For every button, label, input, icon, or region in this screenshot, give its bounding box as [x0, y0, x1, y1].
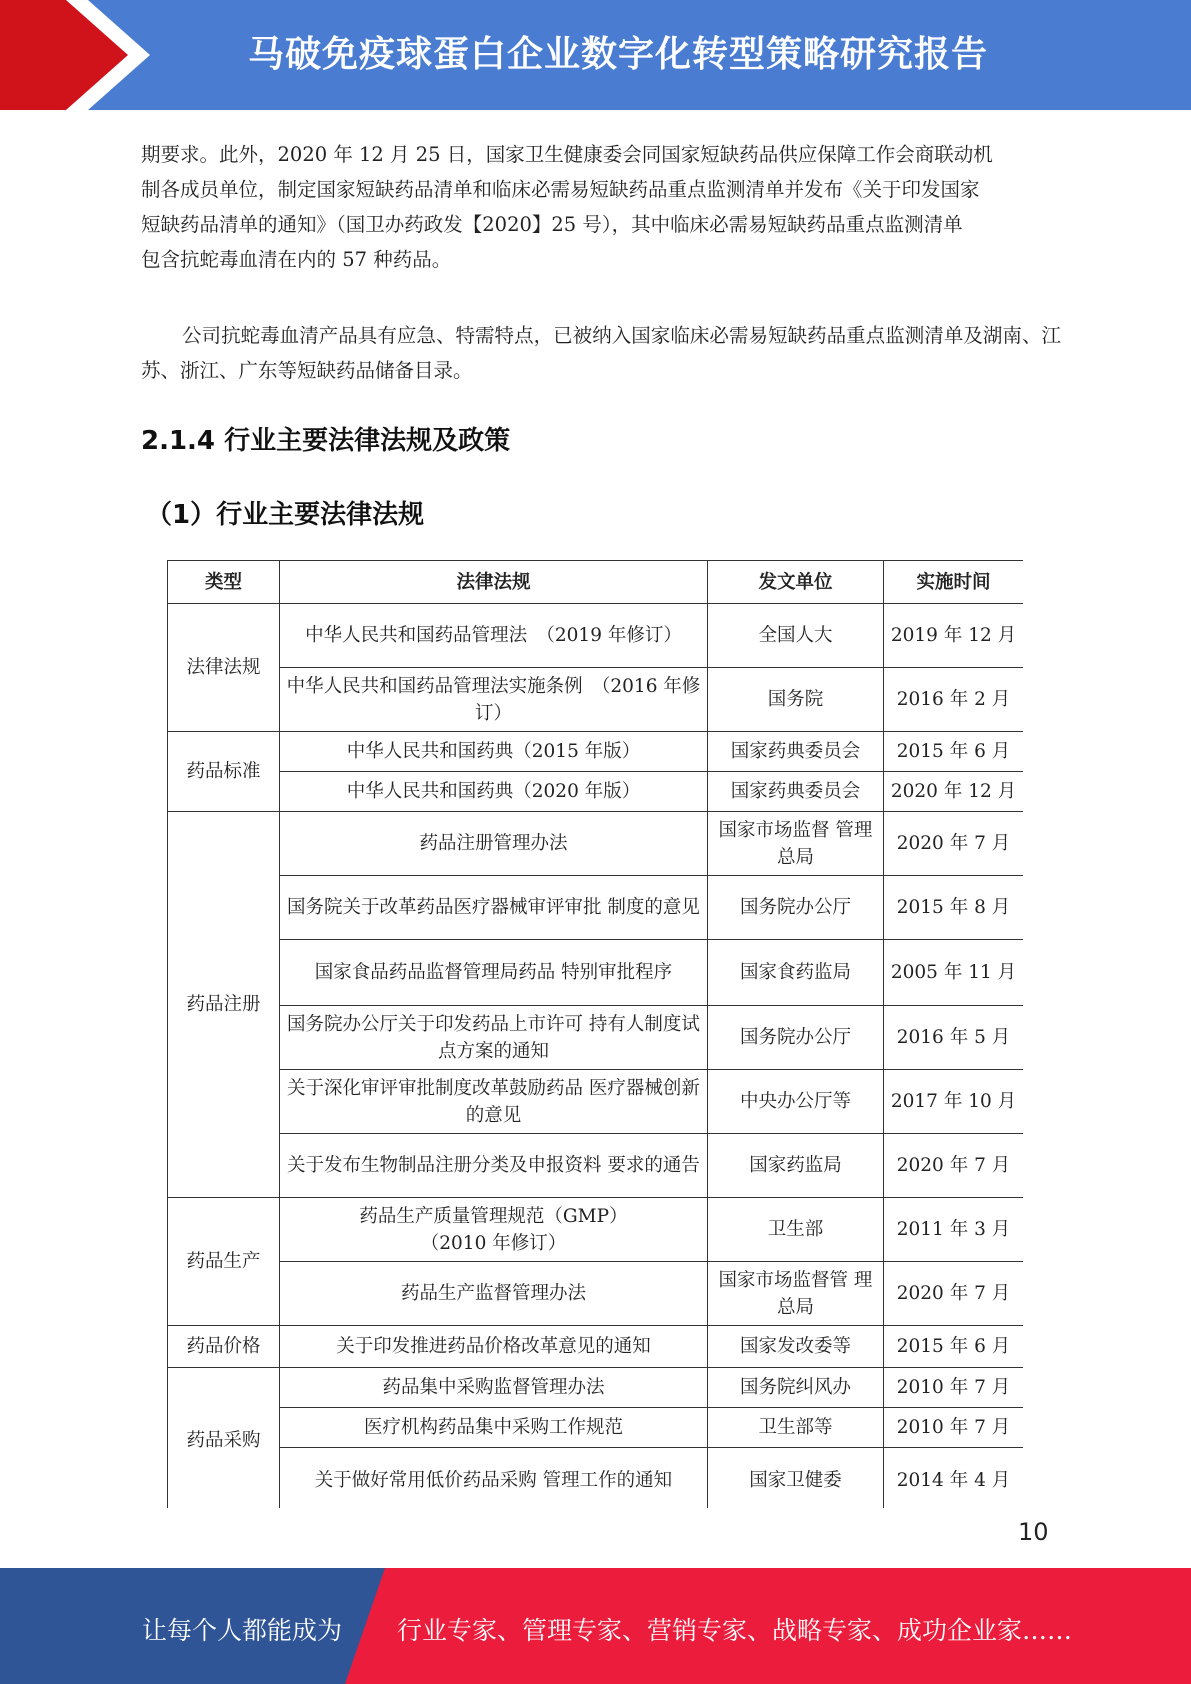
cell-law: 关于做好常用低价药品采购 管理工作的通知: [280, 1448, 708, 1509]
cell-issuer: 国家卫健委: [708, 1448, 884, 1509]
header-law: 法律法规: [280, 561, 708, 604]
cell-date: 2020 年 7 月: [884, 1134, 1024, 1198]
cell-type: 法律法规: [168, 604, 280, 732]
cell-date: 2005 年 11 月: [884, 940, 1024, 1006]
cell-type: 药品注册: [168, 812, 280, 1198]
table-row: [168, 1006, 1024, 1070]
cell-date: 2014 年 4 月: [884, 1448, 1024, 1509]
cell-date: 2016 年 2 月: [884, 668, 1024, 732]
cell-issuer: 国家市场监督管 理总局: [708, 1262, 884, 1326]
cell-date: 2010 年 7 月: [884, 1368, 1024, 1408]
cell-law: 国务院办公厅关于印发药品上市许可 持有人制度试点方案的通知: [280, 1006, 708, 1070]
cell-issuer: 国家食药监局: [708, 940, 884, 1006]
cell-law: 关于深化审评审批制度改革鼓励药品 医疗器械创新的意见: [280, 1070, 708, 1134]
table-row: [168, 668, 1024, 732]
cell-law: 国家食品药品监督管理局药品 特别审批程序: [280, 940, 708, 1006]
cell-law: 关于发布生物制品注册分类及申报资料 要求的通告: [280, 1134, 708, 1198]
cell-law: 中华人民共和国药品管理法 （2019 年修订）: [280, 604, 708, 668]
cell-law: 医疗机构药品集中采购工作规范: [280, 1408, 708, 1448]
cell-type: 药品标准: [168, 732, 280, 812]
cell-law: 中华人民共和国药典（2015 年版）: [280, 732, 708, 772]
table-body: [168, 604, 1024, 1509]
report-title: 马破免疫球蛋白企业数字化转型策略研究报告: [248, 34, 989, 75]
table-row: [168, 1368, 1024, 1408]
paragraph-antivenom: 公司抗蛇毒血清产品具有应急、特需特点，已被纳入国家临床必需易短缺药品重点监测清单及湖南、江苏、浙江、广东等短缺药品储备目录。: [141, 324, 1061, 382]
table-row: [168, 772, 1024, 812]
table-row: [168, 1070, 1024, 1134]
cell-issuer: 国家市场监督 管理总局: [708, 812, 884, 876]
table-row: [168, 812, 1024, 876]
page-footer: [0, 1568, 1191, 1684]
cell-date: 2010 年 7 月: [884, 1408, 1024, 1448]
table-row: [168, 732, 1024, 772]
cell-issuer: 中央办公厅等: [708, 1070, 884, 1134]
cell-law: 中华人民共和国药品管理法实施条例 （2016 年修订）: [280, 668, 708, 732]
cell-law: 药品集中采购监督管理办法: [280, 1368, 708, 1408]
cell-law: 国务院关于改革药品医疗器械审评审批 制度的意见: [280, 876, 708, 940]
cell-issuer: 全国人大: [708, 604, 884, 668]
table-row: [168, 604, 1024, 668]
cell-type: 药品采购: [168, 1368, 280, 1509]
cell-issuer: 卫生部等: [708, 1408, 884, 1448]
cell-date: 2020 年 7 月: [884, 1262, 1024, 1326]
cell-date: 2011 年 3 月: [884, 1198, 1024, 1262]
cell-date: 2015 年 6 月: [884, 1326, 1024, 1368]
table-row: [168, 1262, 1024, 1326]
cell-issuer: 国务院纠风办: [708, 1368, 884, 1408]
cell-type: 药品生产: [168, 1198, 280, 1326]
cell-law: 药品生产质量管理规范（GMP） （2010 年修订）: [280, 1198, 708, 1262]
cell-date: 2015 年 6 月: [884, 732, 1024, 772]
table-row: [168, 1408, 1024, 1448]
cell-issuer: 国家药监局: [708, 1134, 884, 1198]
table-row: [168, 940, 1024, 1006]
table-row: [168, 1326, 1024, 1368]
footer-slogan-right: 行业专家、管理专家、营销专家、战略专家、成功企业家……: [397, 1616, 1073, 1645]
cell-issuer: 国务院办公厅: [708, 1006, 884, 1070]
table-row: [168, 1198, 1024, 1262]
table-row: [168, 876, 1024, 940]
section-heading: 2.1.4 行业主要法律法规及政策: [141, 426, 511, 456]
cell-issuer: 国务院: [708, 668, 884, 732]
cell-law: 中华人民共和国药典（2020 年版）: [280, 772, 708, 812]
cell-law: 药品生产监督管理办法: [280, 1262, 708, 1326]
cell-type: 药品价格: [168, 1326, 280, 1368]
cell-issuer: 国家药典委员会: [708, 772, 884, 812]
table-row: [168, 1448, 1024, 1509]
cell-date: 2020 年 12 月: [884, 772, 1024, 812]
cell-date: 2019 年 12 月: [884, 604, 1024, 668]
laws-table-container: [167, 560, 1023, 1508]
table-row: [168, 1134, 1024, 1198]
cell-issuer: 国务院办公厅: [708, 876, 884, 940]
cell-law: 关于印发推进药品价格改革意见的通知: [280, 1326, 708, 1368]
cell-issuer: 卫生部: [708, 1198, 884, 1262]
page-header: [0, 0, 1191, 110]
subsection-heading: （1）行业主要法律法规: [146, 500, 425, 530]
laws-table: [167, 560, 1023, 1508]
cell-issuer: 国家药典委员会: [708, 732, 884, 772]
paragraph-shortage-list: 期要求。此外，2020 年 12 月 25 日，国家卫生健康委会同国家短缺药品供应保障工作会商联动机 制各成员单位，制定国家短缺药品清单和临床必需易短缺药品重点监测清单并发布《关于印发国家 短缺药品清单的通知》（国卫办药政发【2020】25 号），其中临床必需易短缺药品重点监测清单 包含抗蛇毒血清在内的 57 种药品。: [141, 143, 993, 271]
cell-date: 2015 年 8 月: [884, 876, 1024, 940]
cell-issuer: 国家发改委等: [708, 1326, 884, 1368]
cell-date: 2016 年 5 月: [884, 1006, 1024, 1070]
footer-slogan-left: 让每个人都能成为: [142, 1616, 343, 1645]
page-number: 10: [1018, 1518, 1049, 1546]
header-date: 实施时间: [884, 561, 1024, 604]
cell-date: 2020 年 7 月: [884, 812, 1024, 876]
header-type: 类型: [168, 561, 280, 604]
cell-law: 药品注册管理办法: [280, 812, 708, 876]
table-header-row: [168, 561, 1024, 604]
header-issuer: 发文单位: [708, 561, 884, 604]
cell-date: 2017 年 10 月: [884, 1070, 1024, 1134]
